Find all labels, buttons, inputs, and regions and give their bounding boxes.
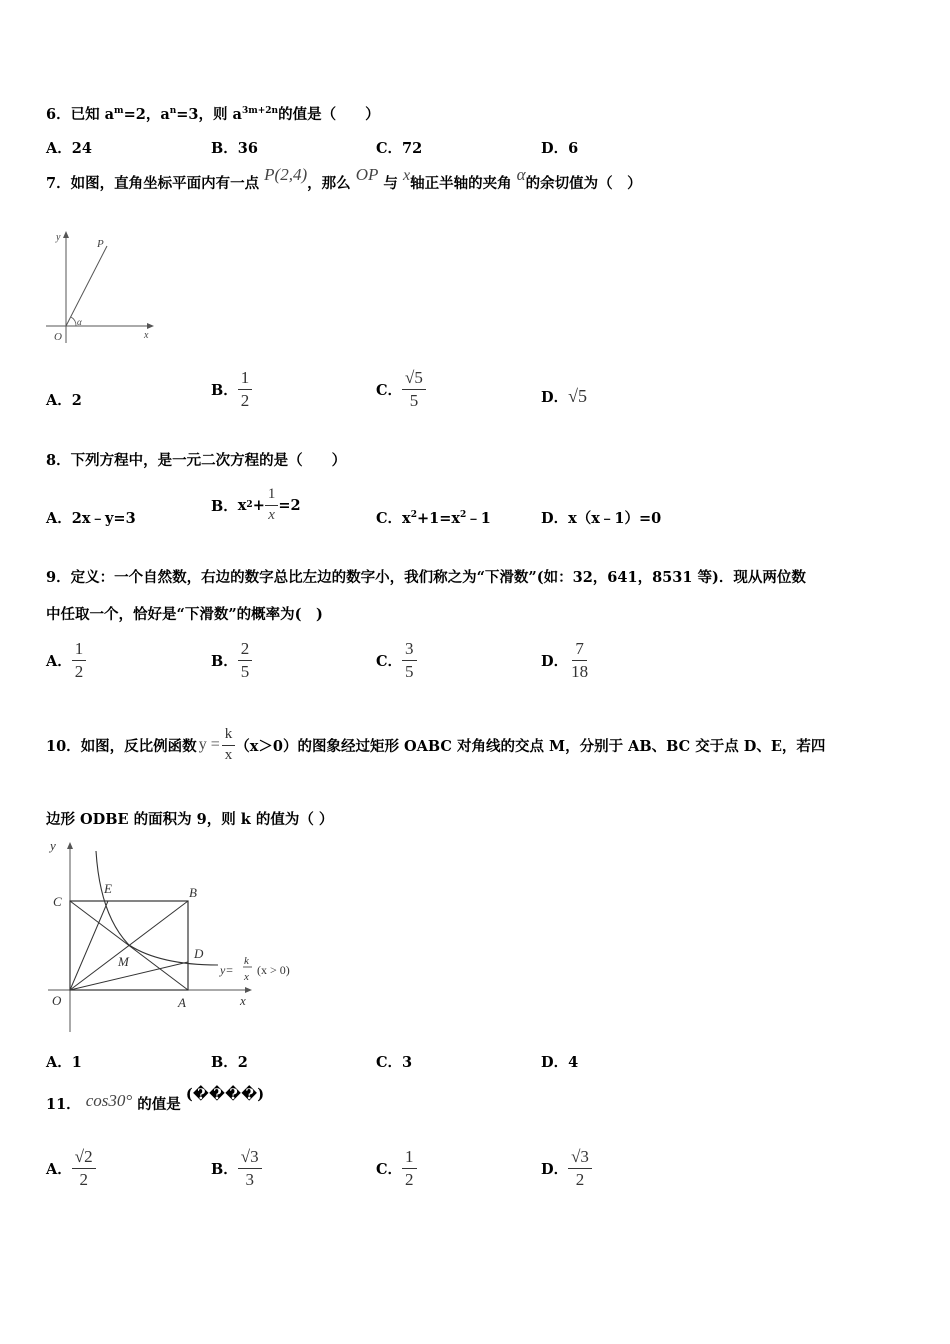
q6-option-a[interactable]: A．24: [46, 140, 92, 157]
q10-fig-c-label: C: [53, 894, 62, 909]
q6-number: 6．: [46, 106, 71, 123]
q9-stem-line1: 9．定义：一个自然数，右边的数字总比左边的数字小，我们称之为“下滑数”(如：32，641，8531 等)．现从两位数: [46, 569, 806, 586]
q7-fig-alpha-label: α: [77, 317, 82, 327]
q6-option-b[interactable]: B．36: [211, 140, 258, 157]
q10-fig-m-label: M: [118, 954, 129, 969]
q10-fig-curve-x: x: [244, 971, 249, 983]
q11-stem: 11． cos30° 的值是 (����): [46, 1086, 265, 1113]
q7-fig-p-label: P: [97, 238, 104, 250]
q7-option-b[interactable]: B． $\frac{1}{2}$: [211, 364, 252, 414]
q11-option-a[interactable]: A． $\frac{√2}{2}$: [46, 1143, 96, 1193]
q10-fig-x-label: x: [240, 993, 246, 1008]
q7-option-d[interactable]: D．√5: [541, 386, 587, 406]
q7-fig-o-label: O: [54, 331, 62, 343]
q10-fig-curve-k: k: [244, 955, 249, 967]
q7-option-a[interactable]: A．2: [46, 392, 82, 409]
q10-fig-y-label: y: [50, 838, 56, 853]
q7-fig-y-label: y: [56, 232, 61, 243]
q11-option-b[interactable]: B． $\frac{√3}{3}$: [211, 1143, 262, 1193]
q10-fig-b-label: B: [189, 885, 197, 900]
q10-fig-o-label: O: [52, 993, 62, 1008]
q10-option-c[interactable]: C．3: [376, 1054, 413, 1071]
q9-option-c[interactable]: C． $\frac{3}{5}$: [376, 635, 417, 685]
q9-stem-line2: 中任取一个，恰好是“下滑数”的概率为( ): [46, 606, 323, 623]
q7-stem: 7．如图，直角坐标平面内有一点 P(2,4)，那么 OP 与 x轴正半轴的夹角 α的余切值为（ ）: [46, 165, 642, 192]
q7-option-c[interactable]: C． $\frac{√5}{5}$: [376, 364, 426, 414]
q10-stem-line2: 边形 ODBE 的面积为 9，则 k 的值为（ ）: [46, 811, 334, 828]
q10-fig-curve-y: y=: [220, 963, 234, 977]
q7-fig-x-label: x: [144, 330, 149, 341]
q6-option-d[interactable]: D．6: [541, 140, 579, 157]
q8-option-c[interactable]: C．$x^2+1=x^2﹣1$: [376, 510, 491, 527]
q10-option-d[interactable]: D．4: [541, 1054, 579, 1071]
q6-option-c[interactable]: C．72: [376, 140, 423, 157]
q8-option-a[interactable]: A．2x﹣y=3: [46, 510, 136, 527]
q7-figure: [40, 225, 160, 350]
q10-fig-curve-domain: (x > 0): [257, 963, 290, 977]
q9-option-b[interactable]: B． $\frac{2}{5}$: [211, 635, 252, 685]
q11-option-d[interactable]: D． $\frac{√3}{2}$: [541, 1143, 592, 1193]
q11-expr: cos30°: [85, 1091, 133, 1110]
q11-option-c[interactable]: C． $\frac{1}{2}$: [376, 1143, 417, 1193]
q10-figure: [40, 835, 315, 1035]
q8-option-d[interactable]: D．x（x﹣1）=0: [541, 510, 662, 527]
q10-fig-d-label: D: [194, 946, 204, 961]
q7-point: P(2,4): [264, 165, 308, 184]
q8-option-b[interactable]: B． x 2 + $\frac{1}{x}$ =2: [211, 485, 301, 523]
q6-stem: 6．已知 $a^m=2$，$a^n=3$，则 $a^{3m+2n}$的值是（ ）: [46, 106, 380, 123]
q10-option-a[interactable]: A．1: [46, 1054, 82, 1071]
q9-option-d[interactable]: D． $\frac{7}{18}$: [541, 638, 589, 681]
q10-option-b[interactable]: B．2: [211, 1054, 248, 1071]
q10-stem-line1: 10． 如图，反比例函数 y = $\frac{k}{x}$ （x＞0）的图象经过矩形 OABC 对角线的交点 M，分别于 AB、BC 交于点 D、E，若四: [46, 725, 826, 763]
q10-fig-e-label: E: [104, 881, 112, 896]
q10-fig-a-label: A: [178, 995, 186, 1010]
q9-option-a[interactable]: A． $\frac{1}{2}$: [46, 635, 86, 685]
q8-stem: 8．下列方程中，是一元二次方程的是（ ）: [46, 452, 347, 469]
